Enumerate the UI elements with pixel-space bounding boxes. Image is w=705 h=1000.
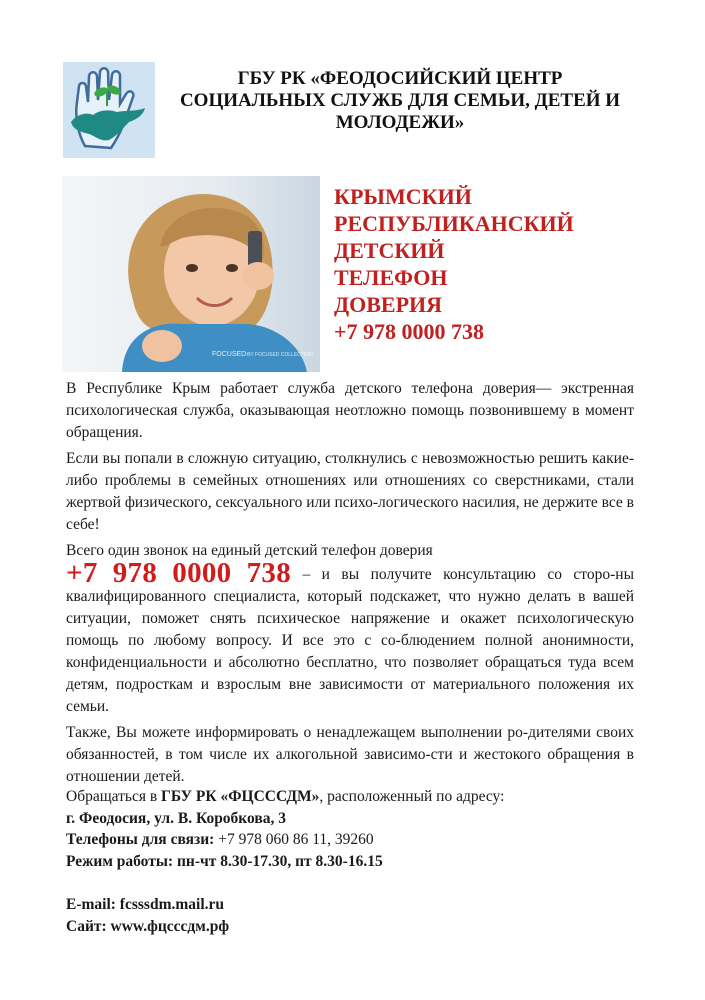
paragraph-inform: Также, Вы можете информировать о ненадлежащем выполнении ро-дителями своих обязанностей, в том числе их алкогольной зависимо-сти и жестокого обращения в отношении детей. <box>66 724 634 785</box>
paragraph-situation: Если вы попали в сложную ситуацию, столкнулись с невозможностью решить какие-либо проблемы в семейных отношениях или отношениях со сверстниками, стали жертвой физического, сексуального или психо-логического насилия, не держите все в себе! <box>66 450 634 533</box>
hotline-heading <box>334 183 674 345</box>
photo-watermark-1: FOCUSED <box>212 351 247 358</box>
address: г. Феодосия, ул. В. Коробкова, 3 <box>66 809 287 827</box>
organization-logo <box>63 62 155 158</box>
org-title-line-1: ГБУ РК «ФЕОДОСИЙСКИЙ ЦЕНТР <box>237 68 563 89</box>
paragraph-call-rest: – и вы получите консультацию со сторо-ны квалифицированного специалиста, который подскажет, что нужно делать в вашей ситуации, поможет снять психическое напряжение и окажет психологическую помощь по любому вопросу. И все это с со-блюдением полной анонимности, конфиденциальности и абсолютно бесплатно, что позволяет обращаться туда всем детям, подросткам и взрослым вне зависимости от материального положения их семьи. <box>66 566 634 715</box>
phones-value[interactable]: +7 978 060 86 11, 39260 <box>214 831 374 848</box>
hotline-line-2: РЕСПУБЛИКАНСКИЙ <box>334 211 574 236</box>
website[interactable]: Сайт: www.фцсссдм.рф <box>66 917 230 935</box>
hotline-line-4: ТЕЛЕФОН <box>334 265 448 290</box>
address-intro: Обращаться в <box>66 788 162 805</box>
phones-row <box>66 829 646 851</box>
org-title-line-3: МОЛОДЕЖИ» <box>335 112 465 133</box>
child-phone-illustration <box>62 176 320 372</box>
hotline-line-3: ДЕТСКИЙ <box>334 238 445 263</box>
org-short-name: ГБУ РК «ФЦСССДМ» <box>161 788 320 805</box>
organization-title <box>160 68 640 134</box>
hotline-line-5: ДОВЕРИЯ <box>334 292 443 317</box>
photo-watermark-2: BY FOCUSED COLLECTION <box>247 352 313 358</box>
big-phone-number[interactable]: +7 978 0000 738 <box>66 557 292 589</box>
child-on-phone-photo <box>62 176 320 372</box>
email[interactable]: E-mail: fcsssdm.mail.ru <box>66 896 225 913</box>
contact-block <box>66 786 646 937</box>
hotline-line-1: КРЫМСКИЙ <box>334 184 472 209</box>
paragraph-call <box>66 557 634 718</box>
address-intro-tail: , расположенный по адресу: <box>319 788 505 805</box>
working-hours: Режим работы: пн-чт 8.30-17.30, пт 8.30-16.15 <box>66 852 383 870</box>
hand-crimea-logo-icon <box>63 62 155 158</box>
hotline-phone[interactable]: +7 978 0000 738 <box>334 319 485 344</box>
address-intro-row <box>66 786 646 808</box>
spacer <box>66 872 646 894</box>
main-text <box>66 378 634 792</box>
paragraph-intro: В Республике Крым работает служба детского телефона доверия— экстренная психологическая служба, оказывающая неотложно помощь позвонившему в момент обращения. <box>66 380 634 441</box>
paragraph-call-intro: Всего один звонок на единый детский телефон доверия <box>66 542 433 559</box>
org-title-line-2: СОЦИАЛЬНЫХ СЛУЖБ ДЛЯ СЕМЬИ, ДЕТЕЙ И <box>179 90 621 111</box>
phones-label: Телефоны для связи: <box>66 831 215 848</box>
